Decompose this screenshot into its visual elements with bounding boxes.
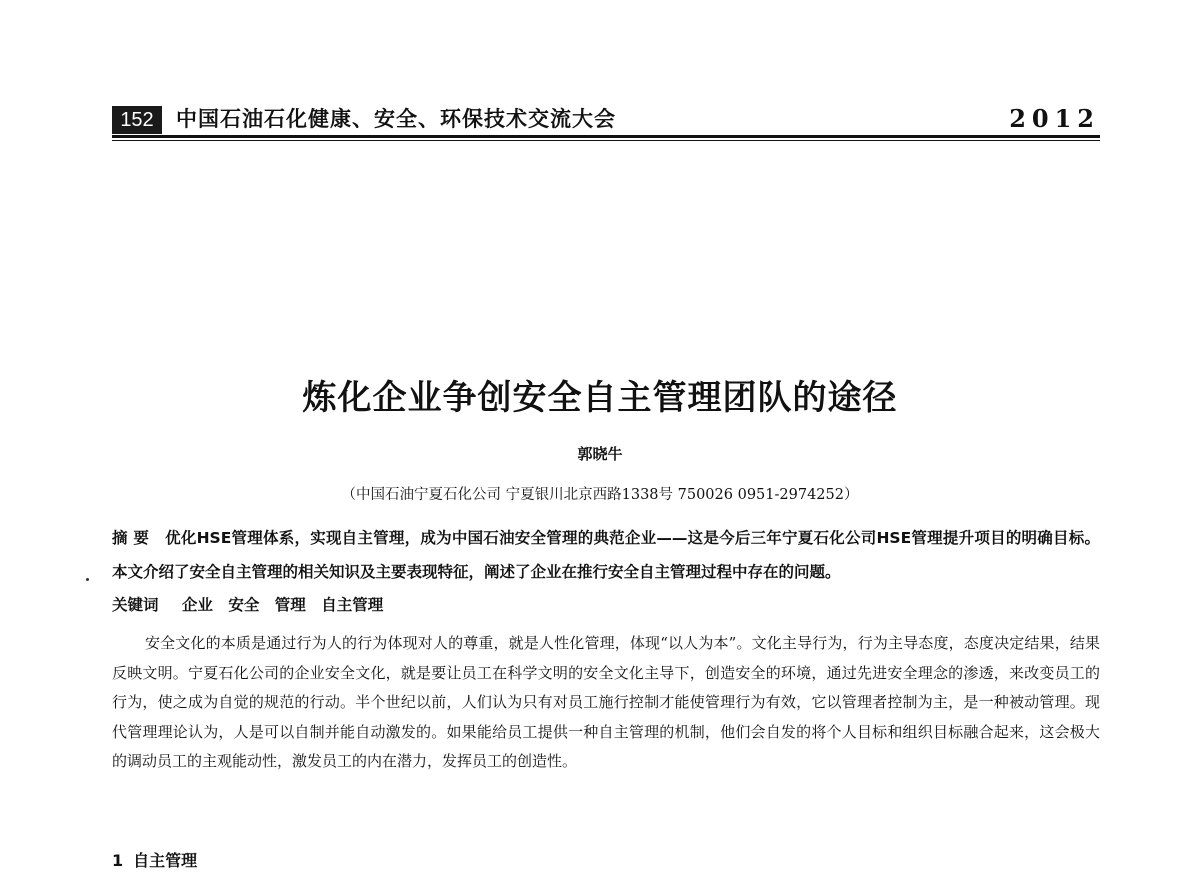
keyword: 管理 [274,596,306,614]
page-header [112,104,1100,136]
abstract [112,521,1100,589]
body-paragraph: 安全文化的本质是通过行为人的行为体现对人的尊重，就是人性化管理，体现“以人为本”。文化主导行为，行为主导态度，态度决定结果，结果反映文明。宁夏石化公司的企业安全文化，就是要让员工在科学文明的安全文化主导下，创造安全的环境，通过先进安全理念的渗透，来改变员工的行为，使之成为自觉的规范的行动。半个世纪以前，人们认为只有对员工施行控制才能使管理行为有效，它以管理者控制为主，是一种被动管理。现代管理理论认为，人是可以自制并能自动激发的。如果能给员工提供一种自主管理的机制，他们会自发的将个人目标和组织目标融合起来，这会极大的调动员工的主观能动性，激发员工的内在潜力，发挥员工的创造性。 [112,634,1100,771]
page-number: 152 [112,106,162,134]
keyword: 自主管理 [321,596,384,614]
section-heading [112,846,197,876]
keywords [112,590,1100,620]
author-affiliation: （中国石油宁夏石化公司 宁夏银川北京西路1338号 750026 0951-2974252） [341,487,859,503]
header-year: 2012 [1009,104,1100,133]
abstract-text: 优化HSE管理体系，实现自主管理，成为中国石油安全管理的典范企业——这是今后三年宁夏石化公司HSE管理提升项目的明确目标。本文介绍了安全自主管理的相关知识及主要表现特征，阐述了企业在推行安全自主管理过程中存在的问题。 [112,529,1100,581]
scan-speck [86,578,89,581]
keyword: 安全 [228,596,260,614]
article-title: 炼化企业争创安全自主管理团队的途径 [302,378,898,418]
keyword: 企业 [181,596,213,614]
header-rule-thick [112,135,1100,138]
keywords-label: 关键词 [112,596,159,614]
section-title: 自主管理 [133,851,198,870]
conference-title: 中国石油石化健康、安全、环保技术交流大会 [176,107,616,131]
header-rule-thin [112,140,1100,141]
article-author: 郭晓牛 [577,445,623,463]
abstract-label: 摘 要 [112,529,150,547]
section-number: 1 [112,851,124,870]
